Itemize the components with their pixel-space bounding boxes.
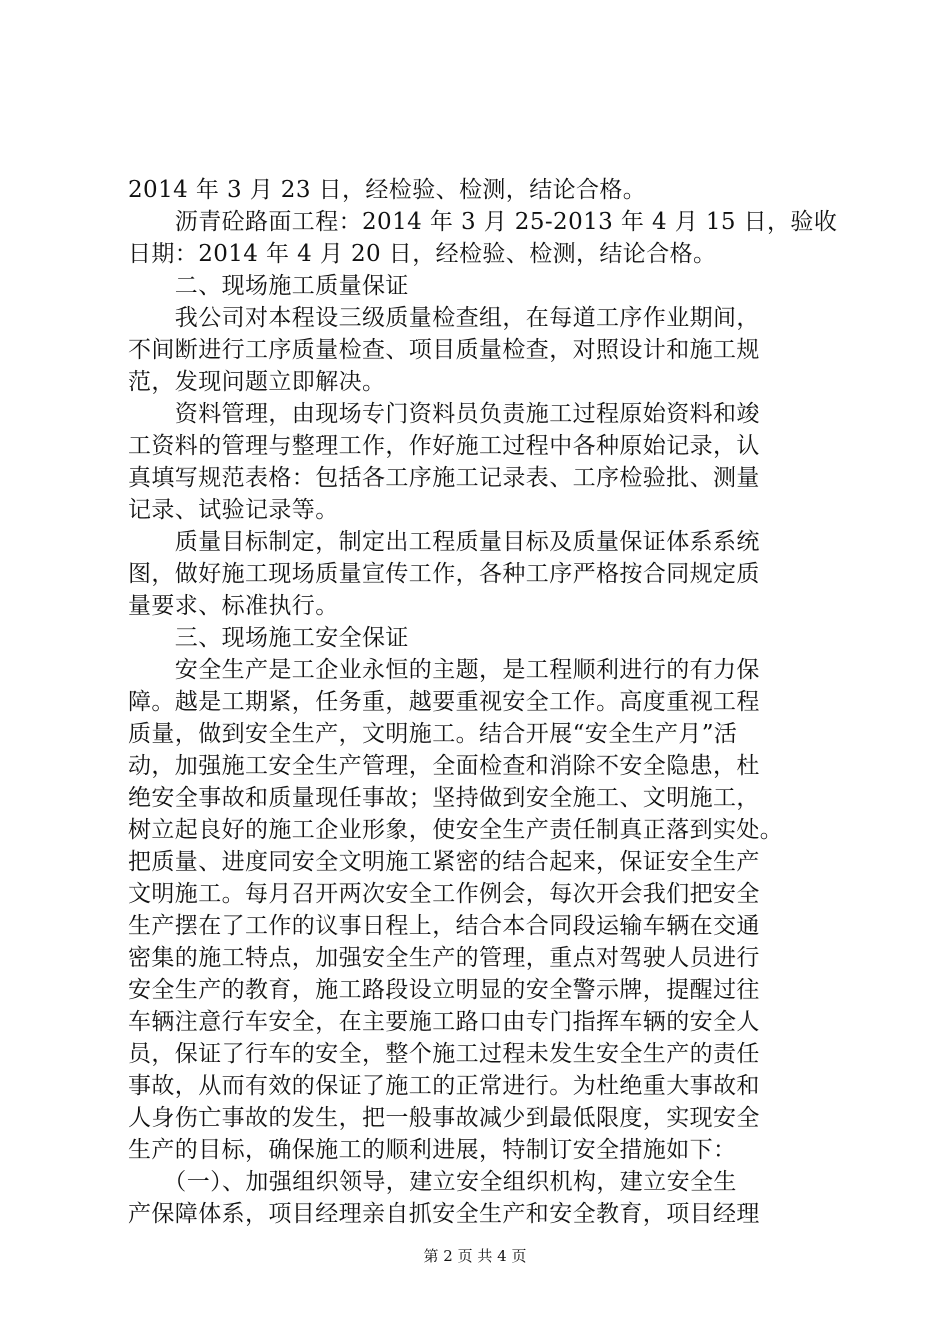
section-heading: 三、现场施工安全保证	[128, 625, 409, 651]
text-line: 范，发现问题立即解决。	[128, 369, 386, 395]
text-line: 安全生产的教育，施工路段设立明显的安全警示牌，提醒过往	[128, 977, 760, 1003]
text-line: 把质量、进度同安全文明施工紧密的结合起来，保证安全生产	[128, 849, 760, 875]
text-line: 文明施工。每月召开两次安全工作例会，每次开会我们把安全	[128, 881, 760, 907]
text-line: 生产的目标，确保施工的顺利进展，特制订安全措施如下：	[128, 1137, 737, 1163]
text-line: 产保障体系，项目经理亲自抓安全生产和安全教育，项目经理	[128, 1201, 760, 1227]
text-line: 事故，从而有效的保证了施工的正常进行。为杜绝重大事故和	[128, 1073, 760, 1099]
text-line: （一）、加强组织领导，建立安全组织机构，建立安全生	[128, 1169, 737, 1195]
text-line: 2014 年 3 月 23 日，经检验、检测，结论合格。	[128, 177, 647, 203]
text-line: 真填写规范表格：包括各工序施工记录表、工序检验批、测量	[128, 465, 760, 491]
text-line: 员，保证了行车的安全，整个施工过程未发生安全生产的责任	[128, 1041, 760, 1067]
text-line: 人身伤亡事故的发生，把一般事故减少到最低限度，实现安全	[128, 1105, 760, 1131]
text-line: 沥青砼路面工程：2014 年 3 月 25-2013 年 4 月 15 日，验收	[128, 209, 838, 235]
text-line: 记录、试验记录等。	[128, 497, 339, 523]
text-line: 日期：2014 年 4 月 20 日，经检验、检测，结论合格。	[128, 241, 717, 267]
section-heading: 二、现场施工质量保证	[128, 273, 409, 299]
text-line: 动，加强施工安全生产管理，全面检查和消除不安全隐患，杜	[128, 753, 760, 779]
text-line: 质量目标制定，制定出工程质量目标及质量保证体系系统	[128, 529, 760, 555]
page-number-footer: 第 2 页 共 4 页	[423, 1247, 527, 1265]
text-line: 质量，做到安全生产，文明施工。结合开展“安全生产月”活	[128, 721, 738, 747]
text-line: 绝安全事故和质量现任事故；坚持做到安全施工、文明施工，	[128, 785, 760, 811]
text-line: 量要求、标准执行。	[128, 593, 339, 619]
text-line: 工资料的管理与整理工作，作好施工过程中各种原始记录，认	[128, 433, 760, 459]
text-line: 车辆注意行车安全，在主要施工路口由专门指挥车辆的安全人	[128, 1009, 760, 1035]
text-line: 安全生产是工企业永恒的主题，是工程顺利进行的有力保	[128, 657, 760, 683]
text-line: 我公司对本程设三级质量检查组，在每道工序作业期间，	[128, 305, 760, 331]
text-line: 密集的施工特点，加强安全生产的管理，重点对驾驶人员进行	[128, 945, 760, 971]
text-line: 资料管理，由现场专门资料员负责施工过程原始资料和竣	[128, 401, 760, 427]
text-line: 树立起良好的施工企业形象，使安全生产责任制真正落到实处。	[128, 817, 784, 843]
text-line: 生产摆在了工作的议事日程上，结合本合同段运输车辆在交通	[128, 913, 760, 939]
text-line: 图，做好施工现场质量宣传工作，各种工序严格按合同规定质	[128, 561, 760, 587]
text-line: 不间断进行工序质量检查、项目质量检查，对照设计和施工规	[128, 337, 760, 363]
text-line: 障。越是工期紧，任务重，越要重视安全工作。高度重视工程	[128, 689, 760, 715]
